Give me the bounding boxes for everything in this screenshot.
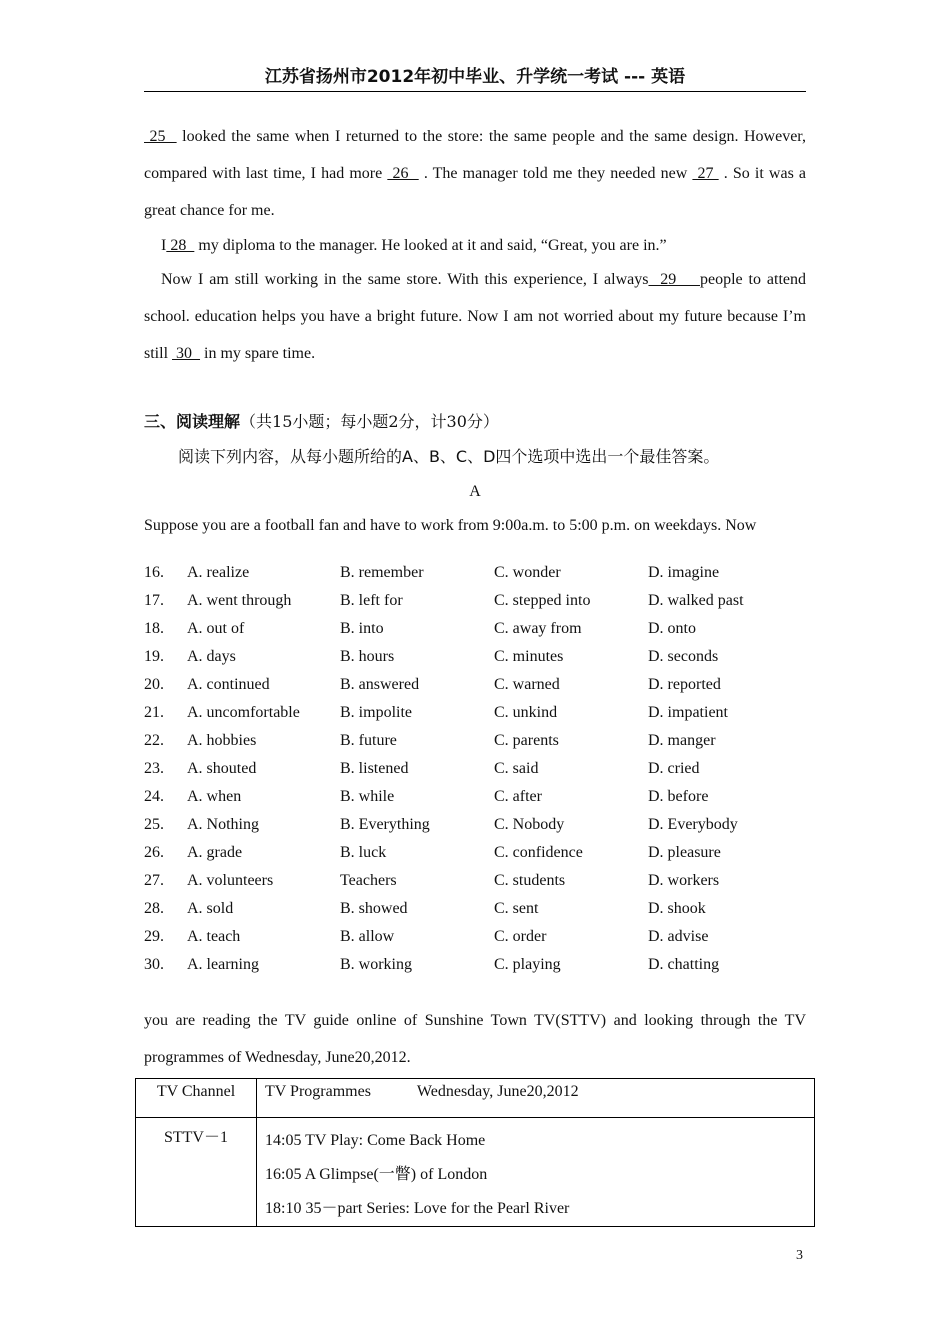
- option-row: [144, 618, 806, 646]
- option-d: D. advise: [648, 928, 709, 945]
- option-a: A. hobbies: [187, 732, 257, 749]
- passage-label: A: [469, 483, 481, 500]
- option-c: C. playing: [494, 956, 561, 973]
- cloze-paragraph-2: [144, 227, 806, 264]
- option-d: D. cried: [648, 760, 700, 777]
- option-a: A. uncomfortable: [187, 704, 300, 721]
- option-row: [144, 786, 806, 814]
- question-number: 24.: [144, 788, 164, 805]
- option-c: C. students: [494, 872, 566, 889]
- option-b: B. future: [340, 732, 397, 749]
- question-number: 26.: [144, 844, 164, 861]
- question-number: 17.: [144, 592, 164, 609]
- option-row: [144, 954, 806, 982]
- option-b: B. left for: [340, 592, 403, 609]
- question-number: 27.: [144, 872, 164, 889]
- option-c: C. stepped into: [494, 592, 591, 609]
- page-number: 3: [796, 1248, 803, 1263]
- question-number: 20.: [144, 676, 164, 693]
- option-row: [144, 590, 806, 618]
- blank-28: 28: [166, 237, 195, 254]
- p2-text-0: I: [161, 237, 167, 254]
- option-a: A. Nothing: [187, 816, 259, 833]
- p1-text-1: looked the same when I returned to the store: the same people and the same design. However, compared with last time, I had more: [144, 128, 806, 182]
- option-d: D. walked past: [648, 592, 744, 609]
- option-d: D. workers: [648, 872, 720, 889]
- blank-26: 26: [387, 165, 419, 182]
- option-d: D. chatting: [648, 956, 720, 973]
- option-d: D. onto: [648, 620, 696, 637]
- option-row: [144, 898, 806, 926]
- option-c: C. said: [494, 760, 539, 777]
- section-note: （共15小题；每小题2分，计30分）: [240, 412, 499, 431]
- p3-text-1: people to attend school. education helps you have a bright future. Now I am not worried about my future because I’m still: [144, 271, 807, 362]
- option-a: A. realize: [187, 564, 250, 581]
- option-row: [144, 842, 806, 870]
- option-b: B. answered: [340, 676, 420, 693]
- option-c: C. Nobody: [494, 816, 565, 833]
- option-d: D. before: [648, 788, 709, 805]
- channel-cell: STTV－1: [136, 1118, 257, 1227]
- option-row: [144, 646, 806, 674]
- option-c: C. minutes: [494, 648, 564, 665]
- header-programmes: [257, 1079, 815, 1118]
- option-a: A. shouted: [187, 760, 257, 777]
- blank-27: 27: [692, 165, 719, 182]
- section-title: 三、阅读理解: [144, 412, 241, 431]
- option-c: C. parents: [494, 732, 559, 749]
- header-channel: TV Channel: [136, 1079, 257, 1118]
- option-a: A. learning: [187, 956, 259, 973]
- question-number: 21.: [144, 704, 164, 721]
- options-list: [144, 562, 806, 982]
- option-b: B. showed: [340, 900, 408, 917]
- option-row: [144, 814, 806, 842]
- option-row: [144, 758, 806, 786]
- option-b: B. allow: [340, 928, 395, 945]
- option-row: [144, 702, 806, 730]
- cloze-paragraph-1: [144, 118, 806, 229]
- option-row: [144, 730, 806, 758]
- option-b: B. hours: [340, 648, 395, 665]
- option-d: D. manger: [648, 732, 716, 749]
- option-b: B. into: [340, 620, 384, 637]
- programme-item: 16:05 A Glimpse(一瞥) of London: [265, 1166, 488, 1183]
- blank-25: 25: [144, 128, 177, 145]
- section-instruction: 阅读下列内容，从每小题所给的A、B、C、D四个选项中选出一个最佳答案。: [178, 447, 720, 466]
- option-a: A. teach: [187, 928, 241, 945]
- option-d: D. reported: [648, 676, 721, 693]
- option-d: D. Everybody: [648, 816, 738, 833]
- option-row: [144, 926, 806, 954]
- programme-item: 18:10 35－part Series: Love for the Pearl River: [265, 1200, 570, 1217]
- option-d: D. seconds: [648, 648, 719, 665]
- option-row: [144, 870, 806, 898]
- option-d: D. imagine: [648, 564, 720, 581]
- tv-guide-table: [135, 1078, 815, 1227]
- p3-text-0: Now I am still working in the same store. With this experience, I always: [161, 271, 649, 288]
- option-d: D. pleasure: [648, 844, 721, 861]
- p2-text-1: my diploma to the manager. He looked at it and said, “Great, you are in.”: [194, 237, 667, 254]
- option-b: B. Everything: [340, 816, 430, 833]
- option-c: C. warned: [494, 676, 560, 693]
- option-a: A. went through: [187, 592, 292, 609]
- question-number: 30.: [144, 956, 164, 973]
- header-title: 江苏省扬州市2012年初中毕业、升学统一考试 --- 英语: [264, 67, 686, 87]
- option-c: C. confidence: [494, 844, 583, 861]
- question-number: 19.: [144, 648, 164, 665]
- option-c: C. sent: [494, 900, 539, 917]
- question-number: 23.: [144, 760, 164, 777]
- option-c: C. order: [494, 928, 547, 945]
- header-date: Wednesday, June20,2012: [416, 1083, 579, 1100]
- option-b: B. while: [340, 788, 395, 805]
- option-a: A. out of: [187, 620, 245, 637]
- option-a: A. volunteers: [187, 872, 274, 889]
- option-b: B. luck: [340, 844, 387, 861]
- option-a: A. grade: [187, 844, 243, 861]
- passage-continuation: you are reading the TV guide online of Sunshine Town TV(STTV) and looking through the TV programmes of Wednesday, June20,2012.: [144, 1012, 806, 1066]
- option-b: B. listened: [340, 760, 409, 777]
- section-heading: [144, 410, 499, 434]
- option-c: C. unkind: [494, 704, 558, 721]
- question-number: 28.: [144, 900, 164, 917]
- cloze-paragraph-3: [144, 261, 806, 372]
- table-row: [136, 1118, 815, 1227]
- question-number: 18.: [144, 620, 164, 637]
- option-c: C. wonder: [494, 564, 561, 581]
- option-b: B. working: [340, 956, 412, 973]
- p3-text-2: in my spare time.: [200, 345, 316, 362]
- table-header-row: [136, 1079, 815, 1118]
- blank-29: 29: [648, 271, 700, 288]
- option-c: C. away from: [494, 620, 582, 637]
- programmes-cell: [257, 1118, 815, 1227]
- option-a: A. sold: [187, 900, 234, 917]
- passage-line-1: Suppose you are a football fan and have to work from 9:00a.m. to 5:00 p.m. on weekdays. Now: [144, 517, 757, 534]
- option-row: [144, 562, 806, 590]
- option-a: A. when: [187, 788, 242, 805]
- option-a: A. days: [187, 648, 236, 665]
- question-number: 25.: [144, 816, 164, 833]
- option-d: D. impatient: [648, 704, 728, 721]
- p1-text-3: . So it was a great chance for me.: [144, 165, 807, 219]
- question-number: 22.: [144, 732, 164, 749]
- option-d: D. shook: [648, 900, 706, 917]
- option-a: A. continued: [187, 676, 270, 693]
- option-row: [144, 674, 806, 702]
- option-b: B. remember: [340, 564, 424, 581]
- option-b: B. impolite: [340, 704, 412, 721]
- question-number: 16.: [144, 564, 164, 581]
- blank-30: 30: [172, 345, 201, 362]
- programme-item: 14:05 TV Play: Come Back Home: [265, 1132, 486, 1149]
- question-number: 29.: [144, 928, 164, 945]
- page-header: [144, 64, 806, 92]
- option-c: C. after: [494, 788, 542, 805]
- p1-text-2: . The manager told me they needed new: [418, 165, 693, 182]
- option-b: Teachers: [340, 872, 397, 889]
- header-programmes-label: TV Programmes: [265, 1083, 371, 1100]
